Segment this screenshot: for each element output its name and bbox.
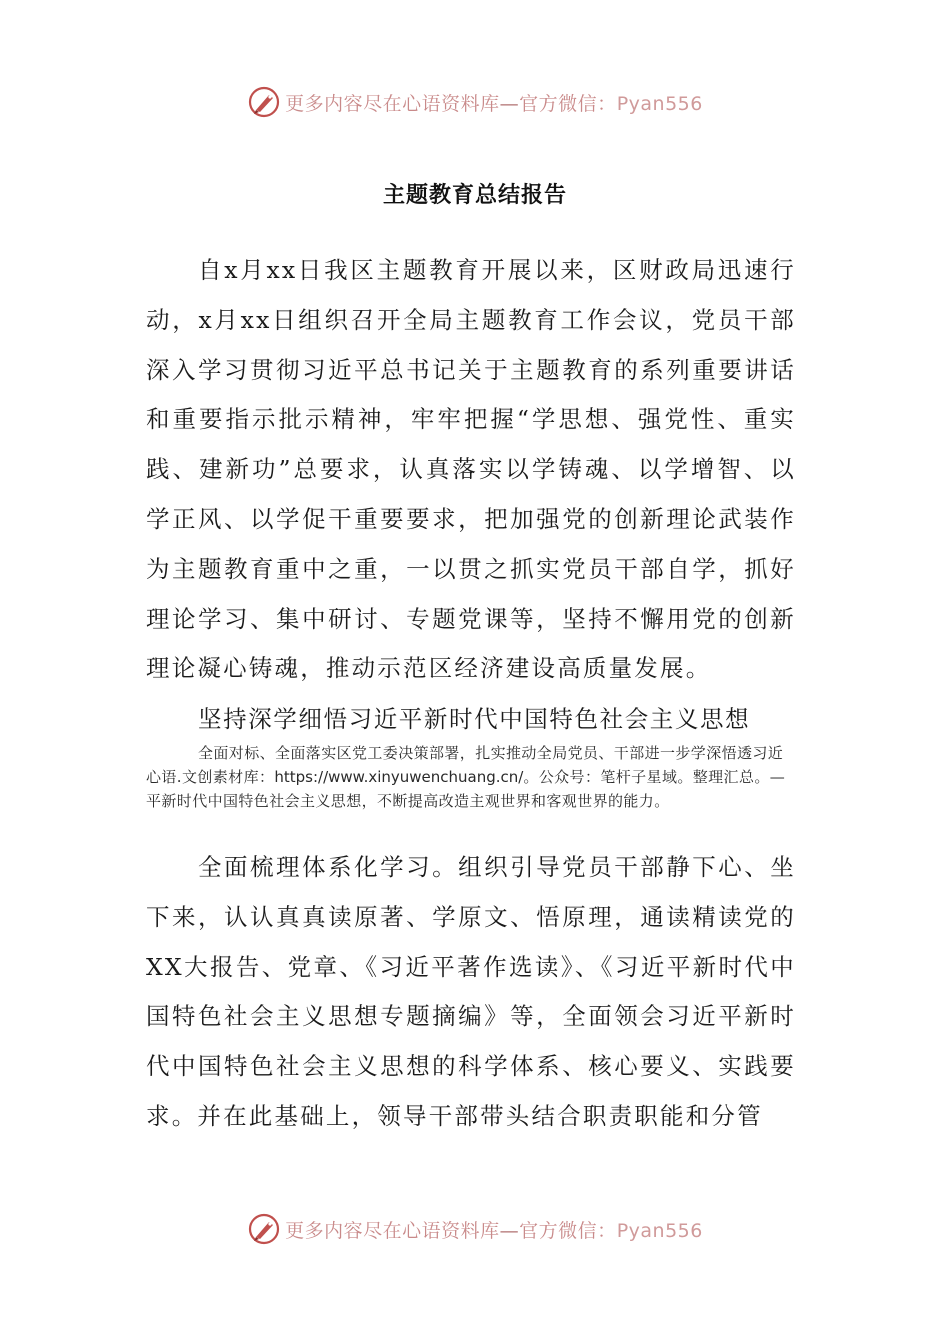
body-paragraph: 全面梳理体系化学习。组织引导党员干部静下心、坐下来，认认真真读原著、学原文、悟原理，通读精读党的XX大报告、党章、《习近平著作选读》、《习近平新时代中国特色社会主义思想专题摘编》等，全面领会习近平新时代中国特色社会主义思想的科学体系、核心要义、实践要求。并在此基础上，领导干部带头结合职责职能和分管 (146, 853, 796, 1130)
banner-text: 更多内容尽在心语资料库—官方微信：Pyan556 (285, 92, 703, 115)
header-watermark-banner (0, 82, 950, 122)
footer-watermark-banner (0, 1209, 950, 1249)
pen-nib-logo-icon (247, 85, 281, 119)
body-paragraph: 自x月xx日我区主题教育开展以来，区财政局迅速行动，x月xx日组织召开全局主题教育工作会议，党员干部深入学习贯彻习近平总书记关于主题教育的系列重要讲话和重要指示批示精神，牢牢把握“学思想、强党性、重实践、建新功”总要求，认真落实以学铸魂、以学增智、以学正风、以学促干重要要求，把加强党的创新理论武装作为主题教育重中之重，一以贯之抓实党员干部自学，抓好理论学习、集中研讨、专题党课等，坚持不懈用党的创新理论凝心铸魂，推动示范区经济建设高质量发展。 (146, 256, 796, 683)
section-heading: 坚持深学细悟习近平新时代中国特色社会主义思想 (198, 705, 751, 733)
banner-text: 更多内容尽在心语资料库—官方微信：Pyan556 (285, 1219, 703, 1242)
pen-nib-logo-icon (247, 1212, 281, 1246)
source-link[interactable]: https://www.xinyuwenchuang.cn/ (274, 768, 524, 786)
document-title: 主题教育总结报告 (382, 182, 567, 208)
inserted-note: 全面对标、全面落实区党工委决策部署，扎实推动全局党员、干部进一步学深悟透习近心语.文创素材库：https://www.xinyuwenchuang.cn/。公众号：笔杆子星域。整理汇总。—平新时代中国特色社会主义思想，不断提高改造主观世界和客观世界的能力。 (146, 744, 786, 810)
